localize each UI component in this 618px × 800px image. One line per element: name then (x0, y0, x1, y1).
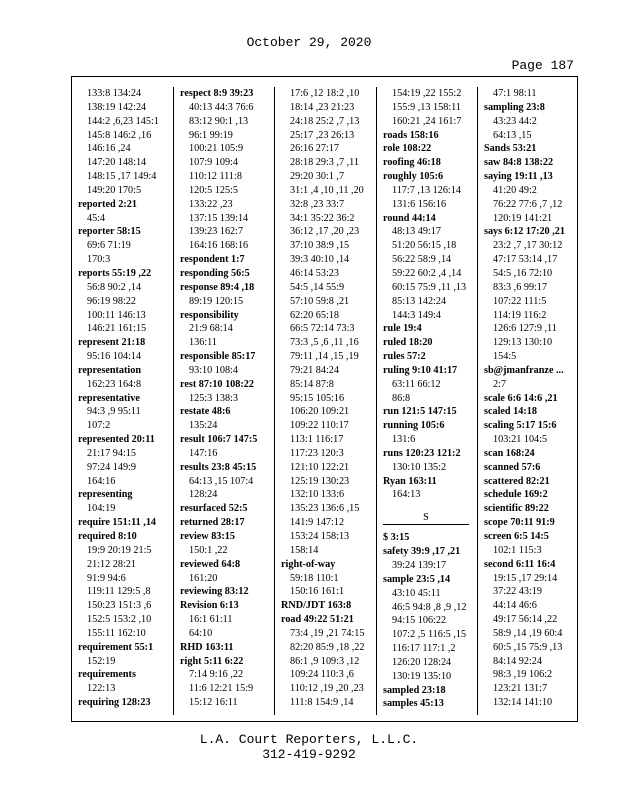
index-term: require 151:11 ,14 (78, 517, 157, 529)
index-refs: 48:13 49:17 (392, 226, 441, 238)
index-term: Sands 53:21 (484, 143, 537, 155)
index-refs: 150:1 ,22 (189, 544, 228, 556)
index-refs: 170:3 (87, 254, 111, 266)
index-term: requirements (78, 669, 136, 681)
index-refs: 133:8 134:24 (87, 88, 142, 99)
index-term: sb@jmanfranze ... (484, 364, 564, 376)
index-refs: 109:24 110:3 ,6 (290, 669, 354, 681)
index-term: reviewing 83:12 (180, 586, 249, 598)
index-term: runs 120:23 121:2 (383, 447, 461, 459)
index-refs: 60:15 75:9 ,11 ,13 (392, 281, 467, 293)
index-term: second 6:11 16:4 (484, 558, 556, 570)
index-column-4 (376, 87, 477, 715)
index-refs: 59:18 110:1 (290, 572, 339, 584)
index-refs: 60:5 ,15 75:9 ,13 (493, 641, 563, 653)
index-refs: 40:13 44:3 76:6 (189, 101, 254, 113)
index-refs: 47:17 53:14 ,17 (493, 254, 558, 266)
index-refs: 56:22 58:9 ,14 (392, 254, 452, 266)
transcript-date: October 29, 2020 (246, 35, 372, 50)
index-term: right-of-way (281, 558, 336, 570)
index-refs: 117:23 120:3 (290, 447, 344, 459)
index-refs: 41:20 49:2 (493, 184, 537, 196)
index-term: roughly 105:6 (383, 171, 444, 183)
index-term: representing (78, 489, 133, 501)
index-refs: 73:4 ,19 ,21 74:15 (290, 627, 365, 639)
index-refs: 47:1 98:11 (493, 88, 537, 99)
index-refs: 19:15 ,17 29:14 (493, 572, 558, 584)
index-refs: 126:20 128:24 (392, 656, 452, 668)
index-refs: 84:14 92:24 (493, 655, 542, 667)
index-refs: 98:3 ,19 106:2 (493, 669, 553, 681)
index-refs: 89:19 120:15 (189, 295, 244, 307)
index-refs: 21:12 28:21 (87, 558, 136, 570)
index-refs: 132:10 133:6 (290, 489, 345, 501)
index-refs: 28:18 29:3 ,7 ,11 (290, 157, 359, 169)
index-column-2 (173, 87, 274, 715)
index-term: responding 56:5 (180, 267, 250, 279)
index-refs: 46:14 53:23 (290, 267, 339, 279)
index-term: RHD 163:11 (180, 641, 234, 653)
index-refs: 148:15 ,17 149:4 (87, 171, 157, 183)
index-refs: 113:1 116:17 (290, 434, 344, 446)
index-refs: 107:22 111:5 (493, 295, 547, 307)
index-refs: 46:5 94:8 ,8 ,9 ,12 (392, 601, 467, 613)
index-term: roads 158:16 (383, 129, 439, 141)
index-refs: 44:14 46:6 (493, 600, 537, 612)
index-refs: 83:12 90:1 ,13 (189, 115, 249, 127)
index-column-1 (72, 87, 173, 715)
index-term: response 89:4 ,18 (180, 281, 255, 293)
index-refs: 37:22 43:19 (493, 586, 542, 598)
index-term: role 108:22 (383, 143, 432, 155)
index-refs: 26:16 27:17 (290, 143, 339, 155)
index-term: round 44:14 (383, 212, 436, 224)
index-term: rest 87:10 108:22 (180, 378, 254, 390)
index-refs: 69:6 71:19 (87, 240, 131, 252)
index-term: says 6:12 17:20 ,21 (484, 226, 565, 238)
index-term: results 23:8 45:15 (180, 461, 257, 473)
index-refs: 39:24 139:17 (392, 560, 447, 571)
index-term: saying 19:11 ,13 (484, 171, 553, 183)
index-refs: 107:9 109:4 (189, 157, 238, 169)
index-column-5 (477, 87, 578, 715)
index-term: scan 168:24 (484, 447, 535, 459)
index-term: scaled 14:18 (484, 406, 537, 418)
index-term: rule 19:4 (383, 323, 422, 335)
index-refs: 155:11 162:10 (87, 627, 146, 639)
index-refs: 54:5 ,16 72:10 (493, 267, 553, 279)
index-refs: 32:8 ,23 33:7 (290, 198, 345, 210)
index-refs: 94:3 ,9 95:11 (87, 406, 141, 418)
index-term: scanned 57:6 (484, 461, 541, 473)
index-refs: 23:2 ,7 ,17 30:12 (493, 240, 563, 252)
index-refs: 29:20 30:1 ,7 (290, 171, 345, 183)
index-term: safety 39:9 ,17 ,21 (383, 546, 461, 558)
index-refs: 36:12 ,17 ,20 ,23 (290, 226, 360, 238)
index-refs: 58:9 ,14 ,19 60:4 (493, 627, 563, 639)
index-term: respect 8:9 39:23 (180, 88, 254, 99)
index-refs: 107:2 ,5 116:5 ,15 (392, 629, 467, 641)
index-refs: 102:1 115:3 (493, 544, 542, 556)
index-refs: 79:21 84:24 (290, 364, 339, 376)
index-refs: 135:24 (189, 420, 218, 432)
index-term: RND/JDT 163:8 (281, 600, 352, 612)
index-refs: 109:22 110:17 (290, 420, 349, 432)
index-refs: 152:19 (87, 655, 116, 667)
index-table (71, 76, 578, 722)
index-term: Revision 6:13 (180, 600, 239, 612)
index-refs: 131:6 156:16 (392, 198, 447, 210)
index-term: reviewed 64:8 (180, 558, 241, 570)
index-refs: 15:12 16:11 (189, 697, 238, 709)
index-refs: 150:23 151:3 ,6 (87, 600, 152, 612)
index-refs: 132:14 141:10 (493, 697, 553, 709)
index-term: result 106:7 147:5 (180, 434, 258, 446)
index-term: represent 21:18 (78, 337, 146, 349)
index-refs: 54:5 ,14 55:9 (290, 281, 345, 293)
index-refs: 125:19 130:23 (290, 475, 350, 487)
footer-phone: 312-419-9292 (262, 747, 356, 762)
index-refs: 158:14 (290, 544, 319, 556)
index-refs: 104:19 (87, 503, 116, 515)
index-refs: 103:21 104:5 (493, 434, 548, 446)
index-refs: 95:16 104:14 (87, 351, 142, 363)
index-refs: 25:17 ,23 26:13 (290, 129, 355, 141)
index-refs: 39:3 40:10 ,14 (290, 254, 350, 266)
index-refs: 43:23 44:2 (493, 115, 537, 127)
index-refs: 150:16 161:1 (290, 586, 345, 598)
index-refs: 149:20 170:5 (87, 184, 142, 196)
index-term: reports 55:19 ,22 (78, 267, 152, 279)
index-refs: 138:19 142:24 (87, 101, 147, 113)
index-refs: 120:5 125:5 (189, 184, 238, 196)
index-refs: 94:15 106:22 (392, 615, 447, 627)
index-refs: 73:3 ,5 ,6 ,11 ,16 (290, 337, 359, 349)
page-number: Page 187 (511, 58, 574, 73)
index-refs: 161:20 (189, 572, 218, 584)
index-refs: 136:11 (189, 337, 217, 349)
footer (0, 732, 618, 762)
index-refs: 49:17 56:14 ,22 (493, 614, 558, 626)
index-refs: 95:15 105:16 (290, 392, 345, 404)
index-refs: 64:13 ,15 (493, 129, 532, 141)
index-refs: 56:8 90:2 ,14 (87, 281, 142, 293)
index-refs: 121:10 122:21 (290, 461, 350, 473)
index-refs: 152:5 153:2 ,10 (87, 614, 152, 626)
index-refs: 21:9 68:14 (189, 323, 233, 335)
index-refs: 130:19 135:10 (392, 670, 452, 682)
index-refs: 144:3 149:4 (392, 309, 441, 321)
index-refs: 93:10 108:4 (189, 364, 238, 376)
index-refs: 21:17 94:15 (87, 447, 136, 459)
index-term: ruling 9:10 41:17 (383, 364, 458, 376)
index-term: right 5:11 6:22 (180, 655, 244, 667)
index-term: run 121:5 147:15 (383, 406, 457, 418)
index-refs: 133:22 ,23 (189, 198, 233, 210)
index-refs: 51:20 56:15 ,18 (392, 240, 457, 252)
index-refs: 117:7 ,13 126:14 (392, 184, 461, 196)
index-refs: 86:8 (392, 392, 411, 404)
index-term: road 49:22 51:21 (281, 614, 354, 626)
index-refs: 139:23 162:7 (189, 226, 244, 238)
index-term: representation (78, 364, 142, 376)
index-refs: 19:9 20:19 21:5 (87, 544, 152, 556)
index-term: representative (78, 392, 140, 404)
index-term: scientific 89:22 (484, 503, 549, 515)
index-refs: 24:18 25:2 ,7 ,13 (290, 115, 360, 127)
section-letter: S (383, 512, 469, 525)
index-refs: 45:4 (87, 212, 106, 224)
index-term: scattered 82:21 (484, 475, 550, 487)
index-refs: 164:16 168:16 (189, 240, 249, 252)
index-refs: 119:11 129:5 ,8 (87, 586, 151, 598)
index-term: returned 28:17 (180, 517, 245, 529)
index-refs: 2:7 (493, 378, 507, 390)
index-refs: 130:10 135:2 (392, 461, 447, 473)
index-refs: 79:11 ,14 ,15 ,19 (290, 351, 359, 363)
index-term: rules 57:2 (383, 351, 426, 363)
index-term: Ryan 163:11 (383, 475, 437, 487)
index-refs: 128:24 (189, 489, 218, 501)
index-term: screen 6:5 14:5 (484, 531, 549, 542)
index-refs: 100:21 105:9 (189, 143, 244, 155)
index-refs: 160:21 ,24 161:7 (392, 115, 462, 127)
index-term: responsibility (180, 309, 239, 321)
index-refs: 137:15 139:14 (189, 212, 249, 224)
index-refs: 146:21 161:15 (87, 323, 147, 335)
index-refs: 63:11 66:12 (392, 378, 441, 390)
index-refs: 11:6 12:21 15:9 (189, 683, 254, 695)
index-term: represented 20:11 (78, 434, 155, 446)
index-term: saw 84:8 138:22 (484, 157, 554, 169)
index-refs: 83:3 ,6 99:17 (493, 281, 548, 293)
index-term: requiring 128:23 (78, 697, 151, 709)
index-refs: 31:1 ,4 ,10 ,11 ,20 (290, 184, 364, 196)
index-refs: 7:14 9:16 ,22 (189, 669, 244, 681)
index-refs: 125:3 138:3 (189, 392, 238, 404)
index-term: scaling 5:17 15:6 (484, 420, 557, 432)
index-term: sample 23:5 ,14 (383, 573, 451, 585)
index-refs: 123:21 131:7 (493, 683, 548, 695)
index-refs: 147:20 148:14 (87, 157, 147, 169)
index-refs: 96:19 98:22 (87, 295, 136, 307)
index-refs: 34:1 35:22 36:2 (290, 212, 355, 224)
footer-company: L.A. Court Reporters, L.L.C. (199, 732, 419, 747)
index-term: required 8:10 (78, 531, 137, 542)
index-refs: 18:14 ,23 21:23 (290, 101, 355, 113)
index-term: restate 48:6 (180, 406, 231, 418)
index-refs: 131:6 (392, 434, 416, 446)
index-refs: 85:14 87:8 (290, 378, 334, 390)
index-term: requirement 55:1 (78, 641, 154, 653)
index-refs: 155:9 ,13 158:11 (392, 101, 461, 113)
index-refs: 154:19 ,22 155:2 (392, 88, 462, 99)
index-refs: 16:1 61:11 (189, 614, 233, 626)
index-refs: 144:2 ,6,23 145:1 (87, 115, 159, 127)
index-term: ruled 18:20 (383, 337, 433, 349)
index-term: scale 6:6 14:6 ,21 (484, 392, 558, 404)
index-refs: 162:23 164:8 (87, 378, 142, 390)
index-refs: 82:20 85:9 ,18 ,22 (290, 641, 365, 653)
index-refs: 66:5 72:14 73:3 (290, 323, 355, 335)
index-refs: 57:10 59:8 ,21 (290, 295, 350, 307)
index-term: review 83:15 (180, 531, 235, 542)
index-term: running 105:6 (383, 420, 445, 432)
index-term: schedule 169:2 (484, 489, 548, 501)
index-refs: 17:6 ,12 18:2 ,10 (290, 88, 360, 99)
index-refs: 59:22 60:2 ,4 ,14 (392, 267, 462, 279)
index-refs: 96:1 99:19 (189, 129, 233, 141)
index-term: resurfaced 52:5 (180, 503, 248, 515)
index-term: sampled 23:18 (383, 684, 446, 696)
index-refs: 153:24 158:13 (290, 531, 350, 542)
index-term: scope 70:11 91:9 (484, 517, 555, 529)
index-refs: 97:24 149:9 (87, 461, 136, 473)
index-term: $ 3:15 (383, 532, 410, 544)
index-refs: 164:13 (392, 489, 421, 501)
index-refs: 146:16 ,24 (87, 143, 131, 155)
index-refs: 106:20 109:21 (290, 406, 350, 418)
index-refs: 85:13 142:24 (392, 295, 447, 307)
index-refs: 107:2 (87, 420, 111, 432)
index-refs: 122:13 (87, 683, 116, 695)
index-refs: 145:8 146:2 ,16 (87, 129, 152, 141)
index-term: samples 45:13 (383, 698, 444, 710)
index-refs: 43:10 45:11 (392, 587, 441, 599)
index-refs: 154:5 (493, 351, 517, 363)
index-refs: 116:17 117:1 ,2 (392, 643, 456, 655)
index-term: respondent 1:7 (180, 254, 245, 266)
index-term: responsible 85:17 (180, 351, 256, 363)
index-term: reporter 58:15 (78, 226, 141, 238)
index-refs: 114:19 116:2 (493, 309, 547, 321)
spacer (383, 502, 477, 508)
index-refs: 129:13 130:10 (493, 337, 553, 349)
index-refs: 110:12 ,19 ,20 ,23 (290, 683, 364, 695)
index-refs: 164:16 (87, 475, 116, 487)
index-refs: 37:10 38:9 ,15 (290, 240, 350, 252)
index-refs: 126:6 127:9 ,11 (493, 323, 557, 335)
index-term: reported 2:21 (78, 198, 137, 210)
index-refs: 111:8 154:9 ,14 (290, 697, 354, 709)
index-refs: 147:16 (189, 447, 218, 459)
index-term: sampling 23:8 (484, 101, 545, 113)
index-refs: 64:10 (189, 627, 213, 639)
index-refs: 135:23 136:6 ,15 (290, 503, 360, 515)
index-term: roofing 46:18 (383, 157, 441, 169)
index-refs: 120:19 141:21 (493, 212, 553, 224)
index-refs: 76:22 77:6 ,7 ,12 (493, 198, 563, 210)
index-column-3 (274, 87, 375, 715)
index-refs: 62:20 65:18 (290, 309, 339, 321)
index-refs: 64:13 ,15 107:4 (189, 475, 254, 487)
index-refs: 86:1 ,9 109:3 ,12 (290, 655, 360, 667)
index-refs: 100:11 146:13 (87, 309, 146, 321)
index-refs: 91:9 94:6 (87, 572, 126, 584)
index-refs: 141:9 147:12 (290, 517, 345, 529)
index-refs: 110:12 111:8 (189, 171, 242, 183)
